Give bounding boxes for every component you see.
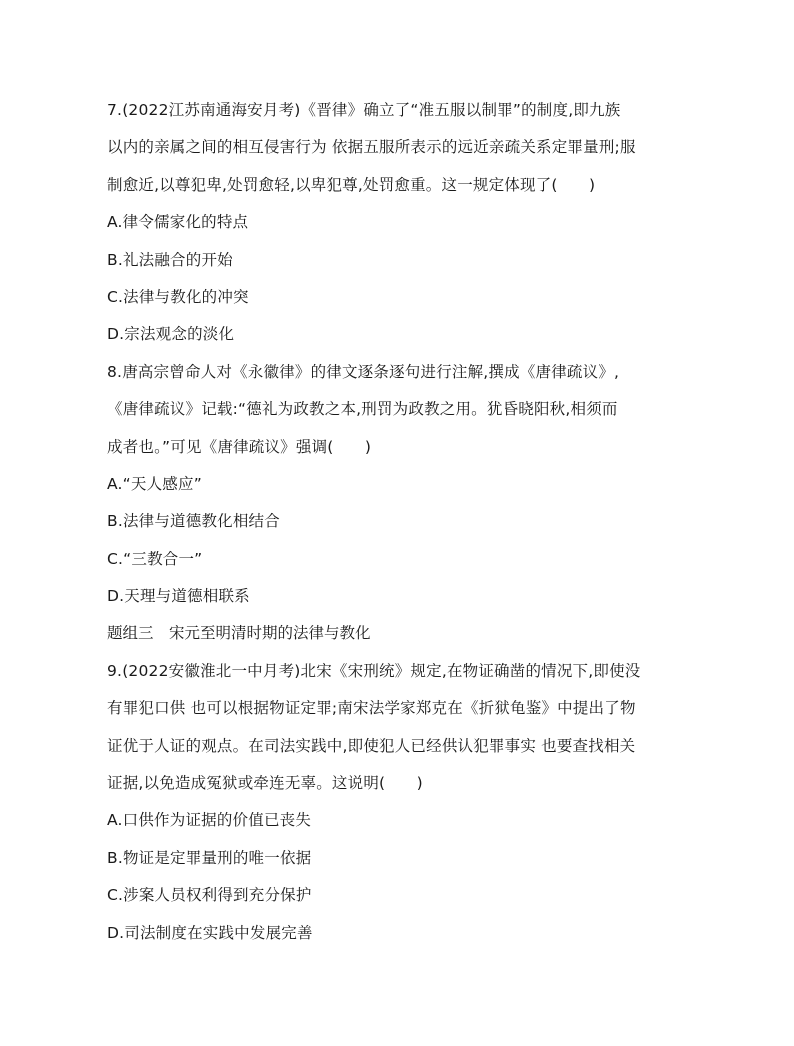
question-8-stem-line-1: 8.唐高宗曾命人对《永徽律》的律文逐条逐句进行注解,撰成《唐律疏议》, <box>107 362 620 381</box>
question-8-option-c: C.“三教合一” <box>107 549 203 568</box>
question-8-stem-line-2: 《唐律疏议》记载:“德礼为政教之本,刑罚为政教之用。犹昏晓阳秋,相须而 <box>107 400 618 419</box>
question-9-option-d: D.司法制度在实践中发展完善 <box>107 923 313 942</box>
question-9-stem-line-2: 有罪犯口供 也可以根据物证定罪;南宋法学家郑克在《折狱龟鉴》中提出了物 <box>107 699 636 718</box>
question-9-stem-line-3: 证优于人证的观点。在司法实践中,即使犯人已经供认犯罪事实 也要查找相关 <box>107 736 636 755</box>
question-7-option-d: D.宗法观念的淡化 <box>107 325 235 344</box>
question-7-stem-line-2: 以内的亲属之间的相互侵害行为 依据五服所表示的远近亲疏关系定罪量刑;服 <box>107 138 636 157</box>
question-8-option-b: B.法律与道德教化相结合 <box>107 512 280 531</box>
question-7-option-a: A.律令儒家化的特点 <box>107 213 249 232</box>
question-9-option-a: A.口供作为证据的价值已丧失 <box>107 811 312 830</box>
question-9-option-c: C.涉案人员权利得到充分保护 <box>107 886 312 905</box>
question-7 <box>107 92 697 354</box>
question-9-stem-line-1: 9.(2022安徽淮北一中月考)北宋《宋刑统》规定,在物证确凿的情况下,即使没 <box>107 661 641 680</box>
question-9-option-b: B.物证是定罪量刑的唯一依据 <box>107 848 312 867</box>
question-8-option-d: D.天理与道德相联系 <box>107 587 250 606</box>
question-9 <box>107 653 697 952</box>
question-9-stem-line-4: 证据,以免造成冤狱或牵连无辜。这说明( ) <box>107 774 423 793</box>
question-7-option-c: C.法律与教化的冲突 <box>107 287 249 306</box>
question-8-option-a: A.“天人感应” <box>107 474 202 493</box>
question-8-stem-line-3: 成者也。”可见《唐律疏议》强调( ) <box>107 437 372 456</box>
question-7-stem-line-1: 7.(2022江苏南通海安月考)《晋律》确立了“准五服以制罪”的制度,即九族 <box>107 101 621 119</box>
question-8 <box>107 354 697 616</box>
section-heading: 题组三 宋元至明清时期的法律与教化 <box>107 624 371 643</box>
document-page <box>107 92 697 952</box>
question-7-stem-line-3: 制愈近,以尊犯卑,处罚愈轻,以卑犯尊,处罚愈重。这一规定体现了( ) <box>107 175 596 194</box>
question-7-option-b: B.礼法融合的开始 <box>107 250 233 269</box>
